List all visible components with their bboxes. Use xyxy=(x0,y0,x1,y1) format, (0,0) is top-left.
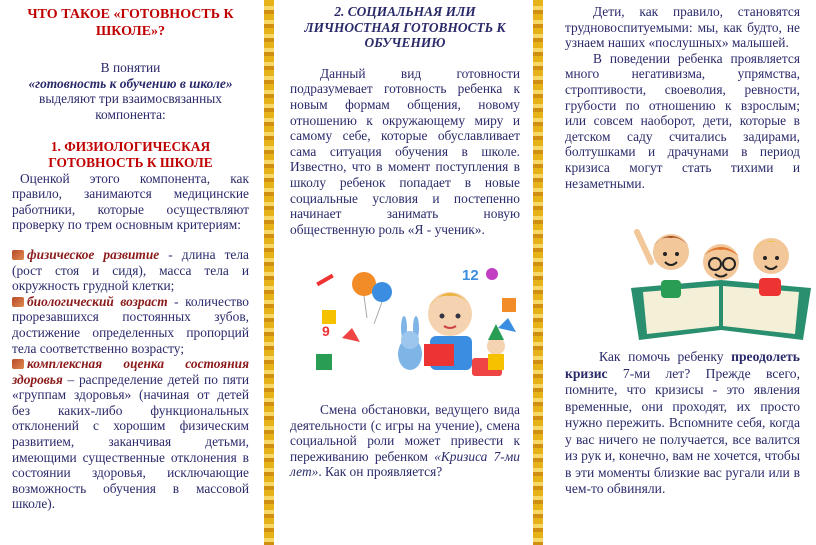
section2-para2: Смена обстановки, ведущего вида деятельности (с игры на учение), смена социальной роли может привести к переживанию ребенком «Кризиса 7-ми лет». Как он проявляется? xyxy=(290,402,520,480)
section2-para1: Данный вид готовности подразумевает готовность ребенка к новым формам общения, новому отношению к окружающему миру и самому себе, которые обуславливает сама ситуация обучения в школе. Известно, что в момент поступления в школу ребенок попадает в новые социальные условия и постепенно начинает занимать новую общественную роль «Я - ученик». xyxy=(290,65,520,237)
bullet-icon xyxy=(12,250,24,260)
main-title: ЧТО ТАКОЕ «ГОТОВНОСТЬ К ШКОЛЕ»? xyxy=(27,7,234,39)
crisis-term: «Кризиса 7-ми лет» xyxy=(290,448,520,480)
bullet-icon xyxy=(12,297,24,307)
term-biological: биологический возраст xyxy=(27,293,168,309)
bullet-health xyxy=(12,356,249,512)
numbers-text: 12 xyxy=(462,267,479,284)
intro-line-1: В понятии xyxy=(100,60,161,75)
intro-line-3: выделяют три взаимосвязанных компонента: xyxy=(39,91,222,122)
column-crisis xyxy=(545,0,816,545)
gold-border-right xyxy=(533,0,543,545)
intro-line-2: «готовность к обучению в школе» xyxy=(28,75,233,91)
overcome-crisis-term: преодолеть кризис xyxy=(565,349,800,381)
section1-title: 1. ФИЗИОЛОГИЧЕСКАЯ ГОТОВНОСТЬ К ШКОЛЕ xyxy=(48,139,213,170)
column-physiological xyxy=(0,0,263,545)
crisis-para1: Дети, как правило, становятся трудновоспитуемыми: мы, как будто, не узнаем наших «послушных» малышей. xyxy=(565,4,800,51)
child-with-toys-illustration xyxy=(312,258,522,388)
svg-text:9: 9 xyxy=(322,323,330,339)
crisis-para3: Как помочь ребенку преодолеть кризис 7-ми лет? Прежде всего, помните, что кризисы - это явления временные, они проходят, их просто нужно пережить. Вспомните себя, когда у вас ничего не получается, все валится из рук и, конечно, вам не хочется, чтобы в эти моменты близкие вас ругали или в чем-то обвиняли. xyxy=(565,349,800,496)
gold-border-left xyxy=(264,0,274,545)
text-physical: - длина тела (рост стоя и сидя), масса тела и окружность грудной клетки; xyxy=(12,246,249,294)
text-biological: - количество прорезавшихся постоянных зубов, достижение определенных пропорций тела соответственно возрасту; xyxy=(12,293,249,356)
bullet-physical xyxy=(12,247,249,294)
text-health: – распределение детей по пяти «группам здоровья» (начиная от детей без каких-либо функциональных отклонений с хорошим физическим развитием, заканчивая детьми, имеющими существенные отклонения в состоянии здоровья, исключающие возможность обучения в массовой школе). xyxy=(12,371,249,512)
term-health: комплексная оценка состояния здоровья xyxy=(12,356,249,387)
bullet-icon xyxy=(12,359,24,369)
kids-reading-illustration xyxy=(631,222,811,342)
section1-text: Оценкой этого компонента, как правило, занимаются медицинские работники, которые осуществляют проверку по трем основным критериям: xyxy=(12,170,249,233)
column-social xyxy=(276,0,532,545)
section2-title: 2. СОЦИАЛЬНАЯ ИЛИ ЛИЧНОСТНАЯ ГОТОВНОСТЬ К ОБУЧЕНИЮ xyxy=(304,4,506,51)
bullet-biological xyxy=(12,294,249,356)
crisis-para2: В поведении ребенка проявляется много негативизма, упрямства, строптивости, своеволия, ревности, грубости по отношению к взрослым; или совсем наоборот, дети, которые в детском саду считались задирами, болтушками и драчунами в период кризиса могут стать тихими и незаметными. xyxy=(565,50,800,191)
term-physical: физическое развитие xyxy=(27,246,160,262)
